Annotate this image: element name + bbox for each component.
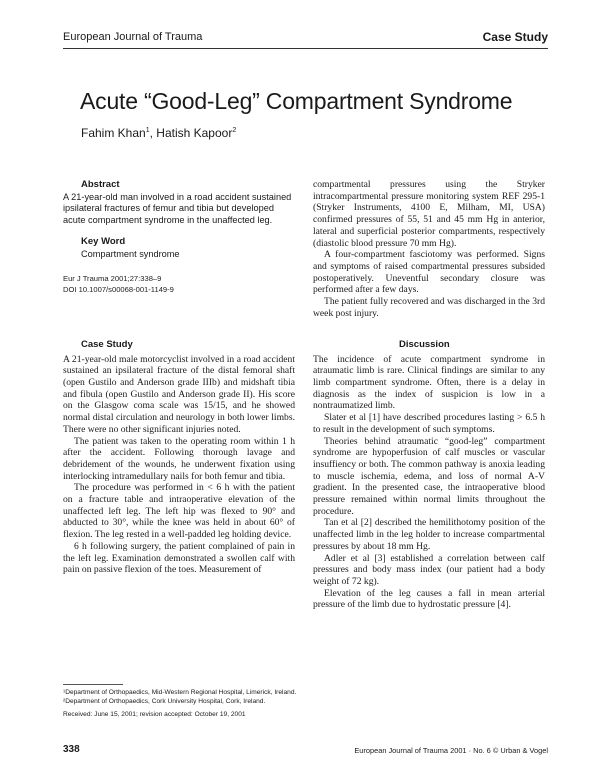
- journal-name: European Journal of Trauma: [63, 31, 203, 43]
- received-dates: Received: June 15, 2001; revision accepted: October 19, 2001: [63, 711, 246, 719]
- abstract-text: A 21-year-old man involved in a road accident sustained ipsilateral fractures of femur and tibia but developed acute compartment syndrome in the unaffected leg.: [63, 191, 292, 225]
- case-study-section: [63, 339, 295, 576]
- abstract-heading: Abstract: [81, 179, 120, 190]
- author-affiliation-mark: 2: [232, 127, 237, 134]
- body-paragraph: Adler et al [3] established a correlation between calf pressures and body mass index (our patient had a body weight of 72 kg).: [313, 552, 545, 587]
- author-affiliation-mark: 1: [145, 127, 150, 134]
- body-paragraph: Theories behind atraumatic “good-leg” compartment syndrome are hypoperfusion of calf muscles or vascular insuffiency or both. The common pathway is anoxia leading to muscle ischemia, edema, and loss of normal A-V gradient. In the presented case, the intraoperative blood pressure remained within normal limits throughout the procedure.: [313, 435, 545, 517]
- page-number: 338: [63, 744, 80, 755]
- body-paragraph: The incidence of acute compartment syndrome in atraumatic limb is rare. Clinical findings are similar to any limb compartment syndrome. Often, there is a delay in diagnosis as the index of suspicion is low in a nontraumatized limb.: [313, 353, 545, 412]
- body-paragraph: compartmental pressures using the Stryker intracompartmental pressure monitoring system REF 295-1 (Stryker Instruments, 4100 E, Milham, MI, USA) confirmed pressures of 55, 51 and 45 mm Hg in anterior, lateral and superficial posterior compartments, respectively (diastolic blood pressure 70 mm Hg).: [313, 179, 545, 249]
- case-study-continued: [313, 179, 545, 319]
- author-name: Fahim Khan: [81, 126, 146, 140]
- citation: Eur J Trauma 2001;27:338–9: [63, 273, 162, 283]
- body-paragraph: Tan et al [2] described the hemilithotomy position of the unaffected limb in the leg holder to increase compartmental pressures by about 18 mm Hg.: [313, 517, 545, 552]
- body-paragraph: 6 h following surgery, the patient complained of pain in the left leg. Examination demonstrated a swollen calf with pain on passive flexion of the toes. Measurement of: [63, 540, 295, 576]
- article-title: Acute “Good-Leg” Compartment Syndrome: [80, 88, 513, 114]
- body-paragraph: Elevation of the leg causes a fall in mean arterial pressure of the limb due to hydrostatic pressure [4].: [313, 587, 545, 611]
- doi: DOI 10.1007/s00068-001-1149-9: [63, 284, 174, 294]
- journal-source: European Journal of Trauma 2001 · No. 6 © Urban & Vogel: [354, 746, 548, 755]
- body-paragraph: The procedure was performed in < 6 h with the patient on a fracture table and intraoperative elevation of the unaffected left leg. The left hip was flexed to 90° and abducted to 30°, while the knee was held in about 60° of flexion. The leg rested in a well-padded leg holding device.: [63, 482, 295, 541]
- keyword-heading: Key Word: [81, 236, 126, 248]
- running-header: [63, 28, 548, 46]
- header-divider: [63, 48, 548, 49]
- keyword-text: Compartment syndrome: [81, 248, 180, 259]
- case-study-heading: Case Study: [81, 339, 133, 350]
- body-paragraph: A four-compartment fasciotomy was performed. Signs and symptoms of raised compartmental pressures subsided postoperatively. Uneventful secondary closure was performed after a few days.: [313, 249, 545, 296]
- footnote-affiliation: ²Department of Orthopaedics, Cork University Hospital, Cork, Ireland.: [63, 698, 266, 706]
- body-paragraph: The patient fully recovered and was discharged in the 3rd week post injury.: [313, 296, 545, 319]
- body-paragraph: The patient was taken to the operating room within 1 h after the accident. Following thorough lavage and debridement of the wounds, he underwent fixation using interlocking intramedullary nails for both femur and tibia.: [63, 435, 295, 482]
- author-name: Hatish Kapoor: [156, 126, 233, 140]
- body-paragraph: Slater et al [1] have described procedures lasting > 6.5 h to result in the development of such symptoms.: [313, 412, 545, 435]
- discussion-heading: Discussion: [399, 339, 450, 350]
- footnotes: [63, 688, 303, 720]
- footnote-affiliation: ¹Department of Orthopaedics, Mid-Western Regional Hospital, Limerick, Ireland.: [63, 689, 297, 696]
- abstract-section: [63, 179, 295, 295]
- discussion-section: [313, 339, 545, 611]
- page-footer: [63, 744, 548, 758]
- section-label: Case Study: [482, 30, 548, 44]
- author-line: Fahim Khan$^1$, Hatish Kapoor$^2$: [81, 126, 237, 140]
- body-paragraph: A 21-year-old male motorcyclist involved in a road accident sustained an ipsilateral fracture of the distal femoral shaft (open Gustilo and Anderson grade IIIb) and midshaft tibia and fibula (open Gustilo and Anderson grade II). His score on the Glasgow coma scale was 15/15, and he showed normal distal circulation and neurology in both lower limbs. There were no other significant injuries noted.: [63, 353, 295, 435]
- footnote-divider: [63, 684, 123, 685]
